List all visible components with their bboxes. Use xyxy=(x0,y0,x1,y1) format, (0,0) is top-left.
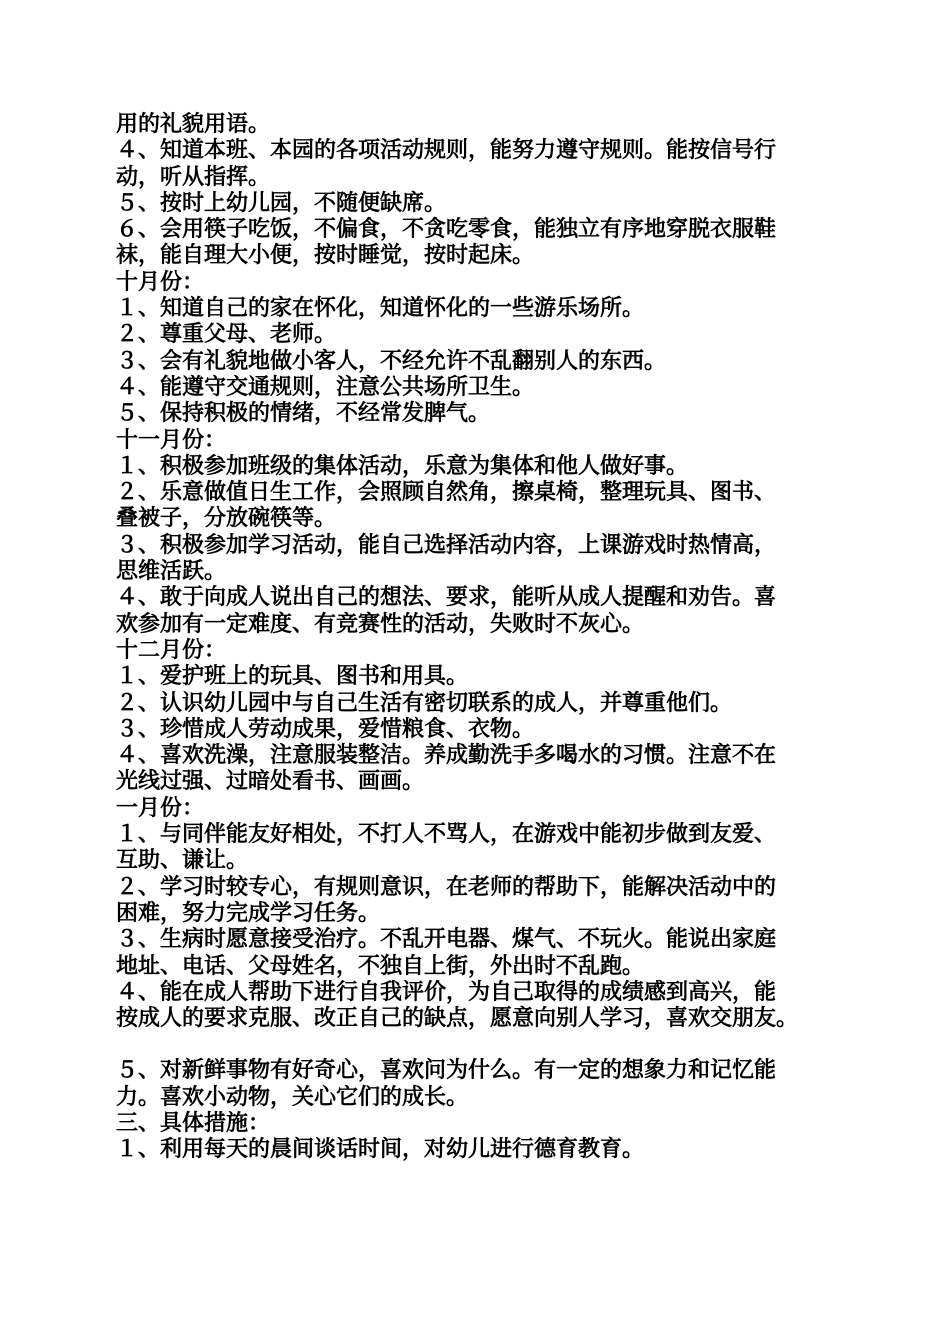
text-line: ２、乐意做值日生工作，会照顾自然角，擦桌椅，整理玩具、图书、 xyxy=(116,480,777,506)
text-line: 困难，努力完成学习任务。 xyxy=(116,900,381,926)
text-line: ５、保持积极的情绪，不经常发脾气。 xyxy=(116,401,491,427)
text-line: 袜，能自理大小便，按时睡觉，按时起床。 xyxy=(116,243,535,269)
text-line: １、积极参加班级的集体活动，乐意为集体和他人做好事。 xyxy=(116,453,689,479)
section-heading-october: 十月份： xyxy=(116,269,205,295)
text-line: １、知道自己的家在怀化，知道怀化的一些游乐场所。 xyxy=(116,296,645,322)
text-line: ３、积极参加学习活动，能自己选择活动内容，上课游戏时热情高， xyxy=(116,532,777,558)
text-line: ６、会用筷子吃饭，不偏食，不贪吃零食，能独立有序地穿脱衣服鞋 xyxy=(116,217,777,243)
text-line: ３、珍惜成人劳动成果，爱惜粮食、衣物。 xyxy=(116,716,535,742)
text-line: ４、能在成人帮助下进行自我评价，为自己取得的成绩感到高兴，能 xyxy=(116,979,777,1005)
text-line: 按成人的要求克服、改正自己的缺点，愿意向别人学习，喜欢交朋友。 xyxy=(116,1006,799,1032)
text-line: ４、敢于向成人说出自己的想法、要求，能听从成人提醒和劝告。喜 xyxy=(116,585,777,611)
text-line: 光线过强、过暗处看书、画画。 xyxy=(116,769,425,795)
text-line: ５、按时上幼儿园，不随便缺席。 xyxy=(116,190,447,216)
text-line: ２、学习时较专心，有规则意识，在老师的帮助下，能解决活动中的 xyxy=(116,874,777,900)
text-line: １、爱护班上的玩具、图书和用具。 xyxy=(116,664,469,690)
section-heading-december: 十二月份： xyxy=(116,637,227,663)
section-heading-measures: 三、具体措施： xyxy=(116,1110,271,1136)
text-line: ３、生病时愿意接受治疗。不乱开电器、煤气、不玩火。能说出家庭 xyxy=(116,927,777,953)
text-line: ４、知道本班、本园的各项活动规则，能努力遵守规则。能按信号行 xyxy=(116,138,777,164)
text-line: 互助、谦让。 xyxy=(116,848,249,874)
text-line: ３、会有礼貌地做小客人，不经允许不乱翻别人的东西。 xyxy=(116,348,667,374)
text-line: ４、喜欢洗澡，注意服装整洁。养成勤洗手多喝水的习惯。注意不在 xyxy=(116,743,777,769)
document-body xyxy=(116,112,846,1164)
text-line: ４、能遵守交通规则，注意公共场所卫生。 xyxy=(116,374,535,400)
text-line: 欢参加有一定难度、有竞赛性的活动，失败时不灰心。 xyxy=(116,611,645,637)
text-line: １、与同伴能友好相处，不打人不骂人，在游戏中能初步做到友爱、 xyxy=(116,822,777,848)
section-heading-november: 十一月份： xyxy=(116,427,227,453)
text-line: 地址、电话、父母姓名，不独自上街，外出时不乱跑。 xyxy=(116,953,645,979)
text-line: 思维活跃。 xyxy=(116,559,227,585)
text-line: ２、尊重父母、老师。 xyxy=(116,322,337,348)
text-line: 动，听从指挥。 xyxy=(116,164,271,190)
text-line: １、利用每天的晨间谈话时间，对幼儿进行德育教育。 xyxy=(116,1137,645,1163)
text-line: 叠被子，分放碗筷等。 xyxy=(116,506,337,532)
section-heading-january: 一月份： xyxy=(116,795,205,821)
text-line: ２、认识幼儿园中与自己生活有密切联系的成人，并尊重他们。 xyxy=(116,690,733,716)
blank-line xyxy=(116,1032,846,1058)
text-line: ５、对新鲜事物有好奇心，喜欢问为什么。有一定的想象力和记忆能 xyxy=(116,1058,777,1084)
text-line: 力。喜欢小动物，关心它们的成长。 xyxy=(116,1084,469,1110)
text-line: 用的礼貌用语。 xyxy=(116,112,271,137)
